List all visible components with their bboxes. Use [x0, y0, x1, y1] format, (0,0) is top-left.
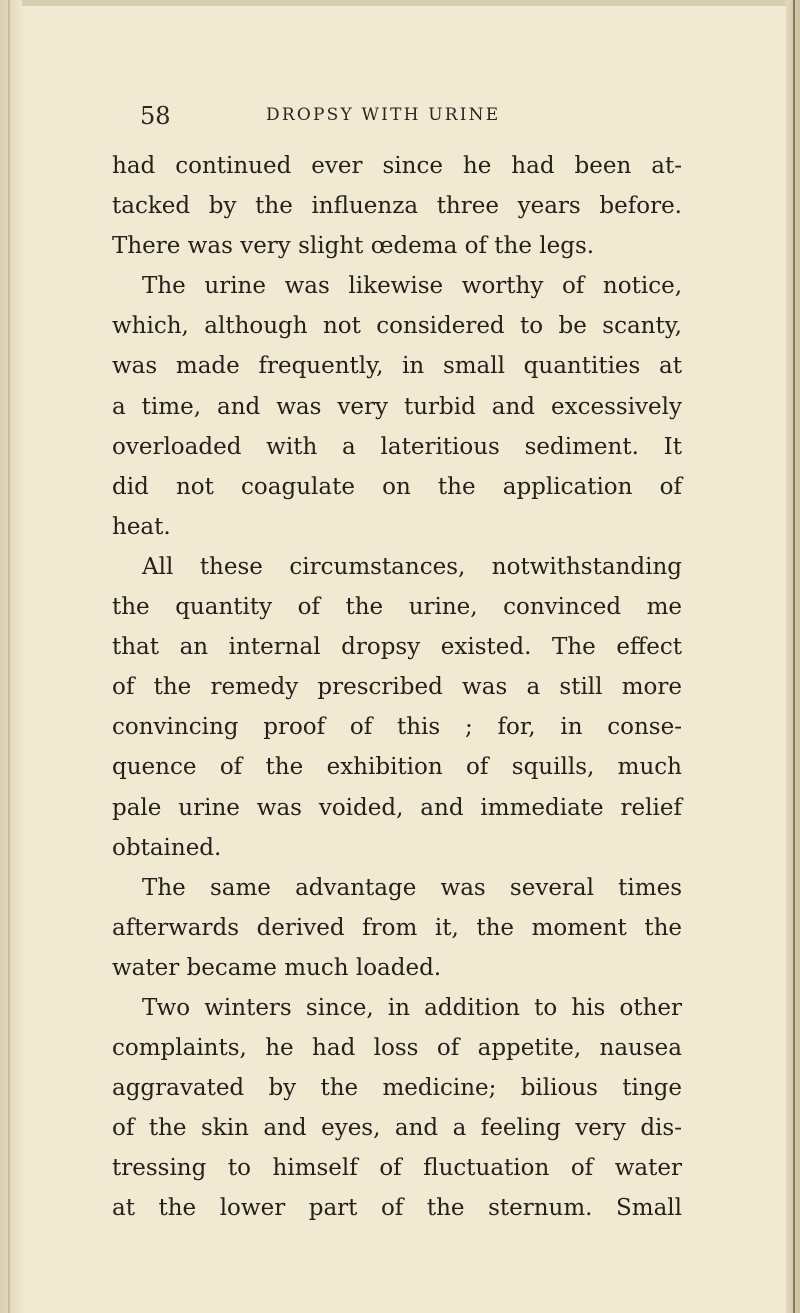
page-header [140, 102, 660, 142]
text-line: heat. [112, 513, 171, 540]
text-line: Two winters since, in addition to his other [142, 994, 682, 1021]
page-top-edge [0, 0, 800, 6]
text-line: was made frequently, in small quantities at [112, 353, 682, 380]
text-line: pale urine was voided, and immediate relief [112, 794, 682, 821]
text-line: complaints, he had loss of appetite, nausea [112, 1035, 682, 1062]
text-line: tacked by the influenza three years before. [112, 193, 682, 220]
text-line: had continued ever since he had been at- [112, 153, 682, 179]
text-line: water became much loaded. [112, 954, 442, 981]
text-line: a time, and was very turbid and excessively [112, 393, 682, 420]
text-line: quence of the exhibition of squills, much [112, 754, 682, 781]
page-left-edge [0, 0, 22, 1313]
text-line: that an internal dropsy existed. The effect [112, 634, 682, 661]
text-line: which, although not considered to be scanty, [112, 313, 682, 340]
text-line: tressing to himself of fluctuation of water [112, 1155, 682, 1182]
text-line: of the skin and eyes, and a feeling very dis- [112, 1115, 682, 1142]
text-line: overloaded with a lateritious sediment. It [112, 433, 682, 460]
text-line: afterwards derived from it, the moment the [112, 914, 682, 941]
page-right-edge [786, 0, 800, 1313]
body-text [112, 146, 682, 1229]
text-line: The urine was likewise worthy of notice, [142, 273, 682, 300]
text-line: convincing proof of this ; for, in conse- [112, 714, 682, 741]
text-line: at the lower part of the sternum. Small [112, 1195, 682, 1222]
running-head: DROPSY WITH URINE [266, 105, 501, 125]
text-line: All these circumstances, notwithstanding [142, 553, 682, 580]
text-line: There was very slight œdema of the legs. [112, 233, 595, 260]
text-line: The same advantage was several times [142, 874, 682, 901]
text-line: aggravated by the medicine; bilious tinge [112, 1075, 682, 1102]
text-line: the quantity of the urine, convinced me [112, 594, 682, 621]
page-number: 58 [140, 102, 171, 130]
text-line: did not coagulate on the application of [112, 473, 682, 500]
text-line: of the remedy prescribed was a still more [112, 674, 682, 701]
text-line: obtained. [112, 834, 222, 861]
